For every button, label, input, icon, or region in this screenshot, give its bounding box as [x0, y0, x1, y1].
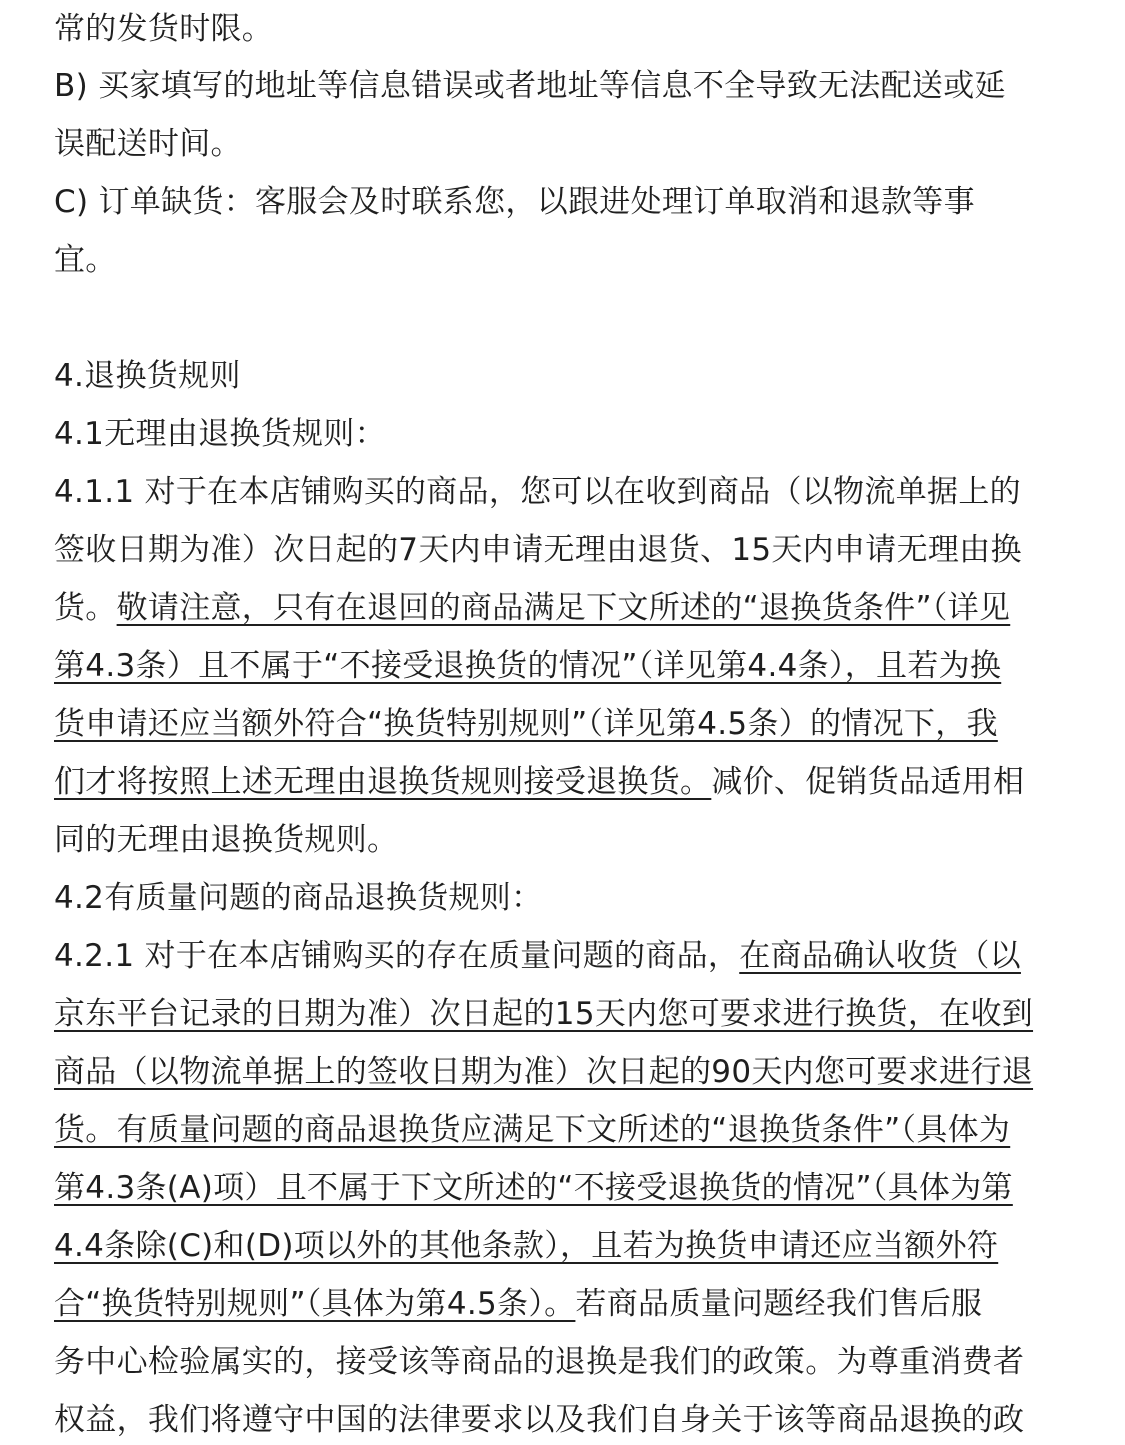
text-line	[54, 1108, 1010, 1152]
text-run: 4.2有质量问题的商品退换货规则：	[54, 880, 543, 916]
underlined-text: 敬请注意，只有在退回的商品满足下文所述的“退换货条件”（详见	[116, 590, 1011, 626]
text-run: 宜。	[54, 242, 117, 278]
text-line	[54, 586, 1010, 630]
text-line	[54, 122, 242, 166]
text-line	[54, 934, 1021, 978]
text-line	[54, 528, 1022, 572]
text-line	[54, 1340, 1024, 1384]
underlined-text: 京东平台记录的日期为准）次日起的15天内您可要求进行换货，在收到	[54, 996, 1034, 1032]
text-run: 误配送时间。	[54, 126, 242, 162]
underlined-text: 们才将按照上述无理由退换货规则接受退换货。	[54, 764, 712, 800]
section-heading	[54, 354, 241, 398]
subsection-heading	[54, 412, 386, 456]
text-run: 4.1无理由退换货规则：	[54, 416, 386, 452]
text-run: 4.2.1 对于在本店铺购买的存在质量问题的商品，	[54, 938, 740, 974]
text-run: 若商品质量问题经我们售后服	[575, 1286, 983, 1322]
text-line	[54, 1398, 1024, 1442]
underlined-text: 在商品确认收货（以	[739, 938, 1021, 974]
text-line	[54, 818, 398, 862]
text-line	[54, 702, 998, 746]
subsection-heading	[54, 876, 542, 920]
text-run: C) 订单缺货：客服会及时联系您，以跟进处理订单取消和退款等事	[54, 184, 975, 220]
text-line	[54, 1166, 1013, 1210]
text-run: 同的无理由退换货规则。	[54, 822, 399, 858]
underlined-text: 第4.3条(A)项）且不属于下文所述的“不接受退换货的情况”（具体为第	[54, 1170, 1013, 1206]
underlined-text: 第4.3条）且不属于“不接受退换货的情况”（详见第4.4条），且若为换	[54, 648, 1002, 684]
underlined-text: 4.4条除(C)和(D)项以外的其他条款），且若为换货申请还应当额外符	[54, 1228, 999, 1264]
text-line	[54, 760, 1024, 804]
text-run: 务中心检验属实的，接受该等商品的退换是我们的政策。为尊重消费者	[54, 1344, 1025, 1380]
text-run: 4.1.1 对于在本店铺购买的商品，您可以在收到商品（以物流单据上的	[54, 474, 1021, 510]
text-line	[54, 470, 1021, 514]
text-run: 4.退换货规则	[54, 358, 241, 394]
text-line	[54, 238, 117, 282]
text-line	[54, 64, 1006, 108]
text-run: B) 买家填写的地址等信息错误或者地址等信息不全导致无法配送或延	[54, 68, 1006, 104]
text-run: 权益，我们将遵守中国的法律要求以及我们自身关于该等商品退换的政	[54, 1402, 1025, 1438]
underlined-text: 货。有质量问题的商品退换货应满足下文所述的“退换货条件”（具体为	[54, 1112, 1011, 1148]
underlined-text: 货申请还应当额外符合“换货特别规则”（详见第4.5条）的情况下，我	[54, 706, 998, 742]
text-line	[54, 1224, 998, 1268]
text-run: 常的发货时限。	[54, 11, 274, 47]
text-run: 货。	[54, 590, 117, 626]
text-line	[54, 7, 273, 51]
text-run: 签收日期为准）次日起的7天内申请无理由退货、15天内申请无理由换	[54, 532, 1022, 568]
text-line	[54, 1050, 1033, 1094]
underlined-text: 合“换货特别规则”（具体为第4.5条）。	[54, 1286, 576, 1322]
text-line	[54, 992, 1033, 1036]
text-line	[54, 180, 975, 224]
text-run: 减价、促销货品适用相	[711, 764, 1025, 800]
text-line	[54, 1282, 982, 1326]
text-line	[54, 644, 1001, 688]
underlined-text: 商品（以物流单据上的签收日期为准）次日起的90天内您可要求进行退	[54, 1054, 1034, 1090]
